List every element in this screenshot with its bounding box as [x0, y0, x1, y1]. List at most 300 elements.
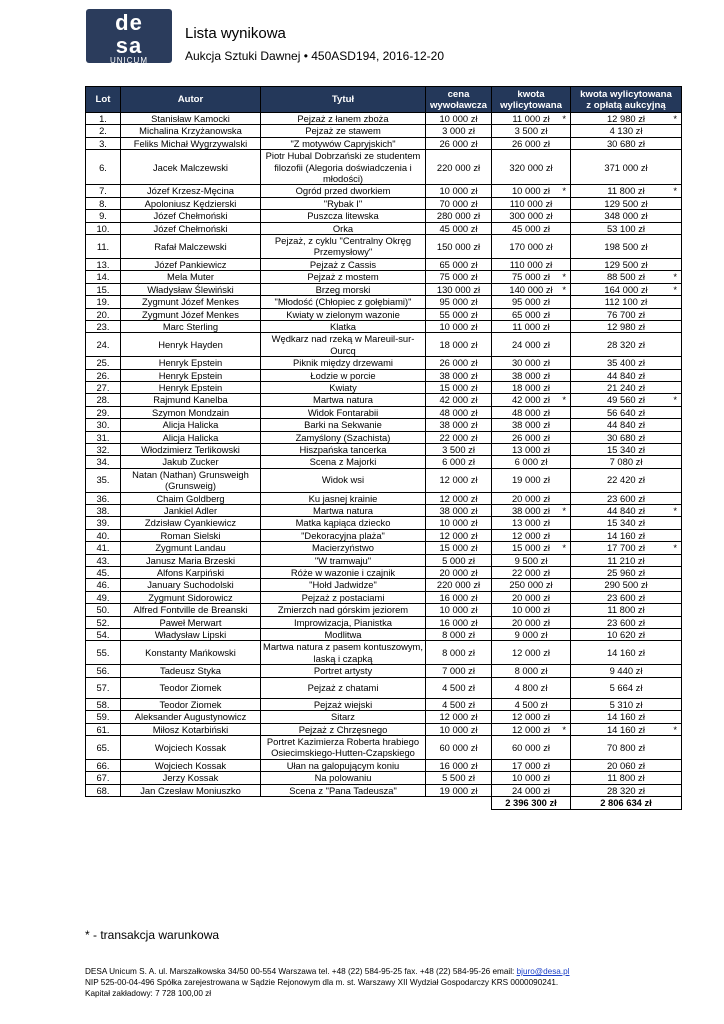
table-row	[86, 150, 682, 185]
lot-cell	[86, 369, 121, 381]
start-price-cell	[426, 222, 492, 234]
title-cell	[261, 283, 426, 295]
author-cell	[121, 185, 261, 197]
lot-cell-text: 3.	[99, 137, 107, 149]
lot-cell	[86, 381, 121, 393]
title-cell-text: Pejzaż z chatami	[307, 681, 379, 693]
title-cell	[261, 443, 426, 455]
col-header-lot: Lot	[86, 87, 121, 113]
title-cell	[261, 784, 426, 796]
premium-price-cell-text: 12 980 zł	[606, 320, 646, 332]
title-cell-text: Orka	[332, 222, 354, 234]
hammer-price-cell-text: 19 000 zł	[511, 474, 551, 486]
premium-price-cell-text: 15 340 zł	[606, 443, 646, 455]
lot-cell	[86, 579, 121, 591]
title-cell-text: Pejzaż, z cyklu "Centralny Okręg Przemysłowy"	[274, 235, 412, 258]
title-cell-text: Ku jasnej krainie	[308, 492, 378, 504]
lot-cell	[86, 235, 121, 259]
premium-price-cell	[571, 333, 682, 357]
author-cell-text: Alfons Karpiński	[156, 567, 225, 579]
hammer-price-cell	[492, 419, 571, 431]
table-row	[86, 665, 682, 677]
lot-cell	[86, 629, 121, 641]
title-cell-text: "W tramwaju"	[314, 554, 372, 566]
col-header-hammer-price: kwota wylicytowana	[492, 87, 571, 113]
premium-price-cell-text: 70 800 zł	[606, 741, 646, 753]
hammer-price-cell-text: 22 000 zł	[511, 567, 551, 579]
premium-price-cell	[571, 456, 682, 468]
start-price-cell-text: 130 000 zł	[436, 283, 481, 295]
lot-cell-text: 45.	[96, 567, 110, 579]
start-price-cell	[426, 235, 492, 259]
premium-price-cell	[571, 320, 682, 332]
start-price-cell-text: 7 000 zł	[442, 665, 475, 677]
start-price-cell-text: 60 000 zł	[439, 741, 478, 753]
lot-cell-text: 32.	[96, 443, 110, 455]
hammer-price-cell-text: 17 000 zł	[511, 759, 551, 771]
title-cell	[261, 369, 426, 381]
premium-price-cell	[571, 197, 682, 209]
premium-price-cell	[571, 296, 682, 308]
title-cell	[261, 271, 426, 283]
conditional-mark: *	[673, 723, 677, 735]
lot-cell-text: 25.	[96, 357, 110, 369]
author-cell	[121, 759, 261, 771]
hammer-price-cell-text: 20 000 zł	[511, 616, 551, 628]
author-cell	[121, 222, 261, 234]
premium-price-cell	[571, 258, 682, 270]
hammer-price-cell-text: 11 000 zł	[512, 320, 550, 332]
hammer-price-cell	[492, 784, 571, 796]
title-cell	[261, 235, 426, 259]
author-cell	[121, 333, 261, 357]
table-row	[86, 735, 682, 759]
start-price-cell-text: 42 000 zł	[439, 394, 478, 406]
title-cell-text: Scena z Majorki	[309, 456, 377, 468]
table-row	[86, 579, 682, 591]
title-cell	[261, 419, 426, 431]
title-cell-text: Ogród przed dworkiem	[295, 185, 391, 197]
lot-cell	[86, 456, 121, 468]
author-cell	[121, 296, 261, 308]
title-cell	[261, 759, 426, 771]
lot-cell-text: 29.	[96, 406, 110, 418]
hammer-price-cell-text: 4 800 zł	[514, 681, 548, 693]
hammer-price-cell	[492, 406, 571, 418]
footer	[85, 966, 570, 999]
title-cell	[261, 113, 426, 125]
premium-price-cell-text: 44 840 zł	[606, 369, 646, 381]
hammer-price-cell-text: 10 000 zł	[511, 772, 551, 784]
table-row	[86, 698, 682, 710]
table-row	[86, 381, 682, 393]
table-row	[86, 554, 682, 566]
table-row	[86, 210, 682, 222]
lot-cell-text: 8.	[99, 197, 107, 209]
hammer-price-cell	[492, 308, 571, 320]
author-cell-text: Alicja Halicka	[162, 419, 219, 431]
premium-price-cell	[571, 235, 682, 259]
legend-note: * - transakcja warunkowa	[85, 928, 220, 942]
author-cell	[121, 456, 261, 468]
lot-cell	[86, 125, 121, 137]
author-cell	[121, 283, 261, 295]
title-cell-text: Piknik między drzewami	[292, 357, 394, 369]
lot-cell	[86, 222, 121, 234]
title-cell-text: Ułan na galopującym koniu	[286, 759, 400, 771]
premium-price-cell	[571, 308, 682, 320]
table-row	[86, 456, 682, 468]
hammer-price-cell	[492, 271, 571, 283]
table-row	[86, 431, 682, 443]
table-row	[86, 258, 682, 270]
lot-cell	[86, 604, 121, 616]
title-cell-text: Widok wsi	[321, 474, 365, 486]
title-cell	[261, 772, 426, 784]
conditional-mark: *	[673, 185, 677, 197]
hammer-price-cell	[492, 456, 571, 468]
start-price-cell	[426, 772, 492, 784]
premium-price-cell-text: 198 500 zł	[604, 240, 648, 252]
title-cell	[261, 357, 426, 369]
start-price-cell-text: 16 000 zł	[439, 759, 478, 771]
lot-cell-text: 38.	[96, 505, 110, 516]
author-cell	[121, 419, 261, 431]
start-price-cell	[426, 604, 492, 616]
start-price-cell	[426, 308, 492, 320]
hammer-price-cell	[492, 567, 571, 579]
start-price-cell-text: 15 000 zł	[439, 542, 478, 554]
lot-cell	[86, 185, 121, 197]
hammer-price-cell-text: 320 000 zł	[509, 161, 553, 173]
title-cell	[261, 258, 426, 270]
premium-price-cell	[571, 641, 682, 665]
title-cell-text: "Dekoracyjna plaża"	[301, 529, 385, 541]
table-row	[86, 357, 682, 369]
start-price-cell	[426, 468, 492, 492]
premium-price-cell-text: 21 240 zł	[606, 381, 646, 393]
start-price-cell	[426, 150, 492, 185]
lot-cell-text: 57.	[96, 681, 110, 693]
title-cell	[261, 197, 426, 209]
title-cell	[261, 665, 426, 677]
lot-cell-text: 23.	[96, 320, 110, 332]
author-cell-text: Jan Czesław Moniuszko	[140, 784, 241, 796]
lot-cell-text: 30.	[96, 419, 110, 431]
table-row	[86, 759, 682, 771]
table-row	[86, 185, 682, 197]
premium-price-cell-text: 10 620 zł	[606, 629, 646, 641]
lot-cell	[86, 723, 121, 735]
premium-price-cell-text: 5 310 zł	[609, 698, 643, 710]
title-cell-text: Pejzaż z mostem	[307, 271, 379, 283]
footer-line-1	[85, 966, 570, 977]
start-price-cell	[426, 759, 492, 771]
start-price-cell-text: 38 000 zł	[439, 505, 478, 516]
hammer-price-cell	[492, 517, 571, 529]
hammer-price-cell-text: 38 000 zł	[511, 505, 551, 516]
start-price-cell-text: 26 000 zł	[439, 357, 478, 369]
start-price-cell	[426, 185, 492, 197]
conditional-mark: *	[562, 113, 566, 124]
author-cell-text: Henryk Epstein	[158, 369, 223, 381]
title-cell-text: Improwizacja, Pianistka	[294, 616, 392, 628]
title-cell	[261, 222, 426, 234]
hammer-price-cell	[492, 283, 571, 295]
premium-price-cell-text: 49 560 zł	[606, 394, 646, 406]
lot-cell	[86, 492, 121, 504]
author-cell-text: Szymon Mondzain	[151, 406, 230, 418]
hammer-price-cell-text: 300 000 zł	[509, 210, 553, 222]
table-row	[86, 641, 682, 665]
start-price-cell	[426, 711, 492, 723]
title-cell	[261, 210, 426, 222]
hammer-price-cell	[492, 137, 571, 149]
author-cell-text: Stanisław Kamocki	[151, 113, 230, 124]
title-cell	[261, 381, 426, 393]
hammer-price-cell	[492, 394, 571, 406]
author-cell-text: Wojciech Kossak	[154, 759, 227, 771]
lot-cell	[86, 258, 121, 270]
start-price-cell	[426, 283, 492, 295]
title-cell-text: Łodzie w porcie	[310, 369, 376, 381]
start-price-cell	[426, 456, 492, 468]
lot-cell	[86, 529, 121, 541]
hammer-price-cell-text: 12 000 zł	[511, 647, 551, 659]
author-cell-text: Władysław Ślewiński	[147, 283, 234, 295]
hammer-price-cell	[492, 554, 571, 566]
hammer-price-cell	[492, 759, 571, 771]
author-cell-text: Jankiel Adler	[163, 505, 218, 516]
hammer-price-cell	[492, 431, 571, 443]
hammer-price-cell	[492, 443, 571, 455]
author-cell-text: Jerzy Kossak	[162, 772, 219, 784]
premium-price-cell	[571, 591, 682, 603]
premium-price-cell-text: 28 320 zł	[606, 784, 646, 796]
conditional-mark: *	[673, 283, 677, 295]
title-cell-text: Pejzaż z Cassis	[309, 258, 377, 270]
start-price-cell-text: 18 000 zł	[439, 339, 478, 351]
premium-price-cell	[571, 283, 682, 295]
author-cell-text: Paweł Merwart	[159, 616, 222, 628]
hammer-price-cell	[492, 772, 571, 784]
hammer-price-cell	[492, 210, 571, 222]
table-row	[86, 604, 682, 616]
title-cell	[261, 308, 426, 320]
author-cell-text: Janusz Maria Brzeski	[145, 554, 236, 566]
table-row	[86, 320, 682, 332]
hammer-price-cell-text: 26 000 zł	[511, 137, 551, 149]
author-cell	[121, 150, 261, 185]
author-cell-text: Zygmunt Józef Menkes	[142, 308, 239, 320]
totals-row	[86, 796, 682, 809]
premium-price-cell	[571, 406, 682, 418]
premium-price-cell-text: 5 664 zł	[609, 681, 643, 693]
hammer-price-cell	[492, 296, 571, 308]
table-header-row	[86, 87, 682, 113]
start-price-cell	[426, 394, 492, 406]
premium-price-cell	[571, 492, 682, 504]
author-cell-text: Józef Chełmoński	[153, 222, 228, 234]
lot-cell-text: 13.	[96, 258, 110, 270]
hammer-price-cell-text: 65 000 zł	[511, 308, 551, 320]
lot-cell-text: 56.	[96, 665, 110, 677]
title-cell-text: Puszcza litewska	[307, 210, 379, 222]
author-cell	[121, 554, 261, 566]
title-cell-text: Martwa natura z pasem kontuszowym, laską i czapką	[263, 641, 423, 664]
start-price-cell	[426, 443, 492, 455]
lot-cell	[86, 308, 121, 320]
conditional-mark: *	[562, 505, 566, 516]
table-row	[86, 113, 682, 125]
title-cell-text: Pejzaż z postaciami	[301, 591, 385, 603]
hammer-price-cell-text: 8 000 zł	[514, 665, 548, 677]
lot-cell-text: 34.	[96, 456, 110, 468]
author-cell-text: Miłosz Kotarbiński	[152, 723, 229, 735]
author-cell	[121, 381, 261, 393]
col-header-author: Autor	[121, 87, 261, 113]
title-cell	[261, 125, 426, 137]
start-price-cell	[426, 197, 492, 209]
table-row	[86, 394, 682, 406]
start-price-cell	[426, 517, 492, 529]
premium-price-cell-text: 348 000 zł	[604, 210, 648, 222]
logo-subtext: UNICUM	[110, 56, 148, 65]
author-cell-text: Henryk Epstein	[158, 381, 223, 393]
start-price-cell-text: 220 000 zł	[436, 579, 481, 591]
premium-price-cell	[571, 579, 682, 591]
premium-price-cell-text: 88 500 zł	[606, 271, 646, 283]
start-price-cell	[426, 665, 492, 677]
lot-cell	[86, 567, 121, 579]
premium-price-cell	[571, 468, 682, 492]
start-price-cell-text: 65 000 zł	[439, 258, 478, 270]
title-cell-text: Pejzaż wiejski	[313, 698, 373, 710]
hammer-price-cell	[492, 197, 571, 209]
lot-cell	[86, 591, 121, 603]
title-cell	[261, 517, 426, 529]
title-cell-text: Zamyślony (Szachista)	[295, 431, 391, 443]
title-cell-text: Kwiaty	[329, 381, 357, 393]
premium-price-cell-text: 164 000 zł	[604, 283, 648, 295]
hammer-price-cell	[492, 113, 571, 125]
start-price-cell-text: 15 000 zł	[439, 381, 478, 393]
hammer-price-cell-text: 10 000 zł	[511, 604, 551, 616]
hammer-price-cell-text: 110 000 zł	[509, 197, 553, 209]
title-cell	[261, 320, 426, 332]
lot-cell	[86, 616, 121, 628]
footer-line-2: NIP 525-00-04-496 Spółka zarejestrowana w Sądzie Rejonowym dla m. st. Warszawy XII Wydział Gospodarczy KRS 0000090241.	[85, 978, 559, 987]
premium-price-cell	[571, 369, 682, 381]
hammer-price-cell-text: 24 000 zł	[511, 339, 551, 351]
conditional-mark: *	[562, 394, 566, 406]
premium-price-cell-text: 112 100 zł	[604, 296, 648, 308]
hammer-price-cell	[492, 357, 571, 369]
title-cell-text: Kwiaty w zielonym wazonie	[286, 308, 400, 320]
premium-price-cell-text: 23 600 zł	[606, 616, 646, 628]
author-cell	[121, 258, 261, 270]
start-price-cell-text: 75 000 zł	[439, 271, 478, 283]
start-price-cell-text: 38 000 zł	[439, 369, 478, 381]
lot-cell-text: 59.	[96, 711, 110, 723]
author-cell	[121, 629, 261, 641]
table-row	[86, 222, 682, 234]
desa-unicum-logo	[86, 9, 172, 63]
author-cell	[121, 665, 261, 677]
hammer-price-cell	[492, 641, 571, 665]
start-price-cell-text: 10 000 zł	[439, 113, 478, 124]
lot-cell-text: 24.	[96, 339, 110, 351]
lot-cell-text: 52.	[96, 616, 110, 628]
col-header-start-price: cena wywoławcza	[426, 87, 492, 113]
footer-email-link[interactable]: bjuro@desa.pl	[516, 967, 570, 976]
hammer-price-cell-text: 12 000 zł	[511, 529, 551, 541]
title-cell	[261, 591, 426, 603]
table-row	[86, 406, 682, 418]
premium-price-cell-text: 9 440 zł	[609, 665, 643, 677]
hammer-price-cell-text: 60 000 zł	[511, 741, 551, 753]
table-row	[86, 723, 682, 735]
start-price-cell-text: 16 000 zł	[439, 616, 478, 628]
conditional-mark: *	[562, 723, 566, 735]
premium-price-cell-text: 15 340 zł	[606, 517, 646, 529]
title-cell-text: Scena z "Pana Tadeusza"	[289, 784, 397, 796]
premium-price-cell	[571, 629, 682, 641]
hammer-price-cell-text: 30 000 zł	[511, 357, 551, 369]
author-cell-text: Roman Sielski	[160, 529, 221, 541]
premium-price-cell-text: 11 800 zł	[607, 772, 645, 784]
author-cell	[121, 308, 261, 320]
start-price-cell-text: 12 000 zł	[439, 529, 478, 541]
logo-mark-line2: sa	[115, 33, 143, 58]
table-row	[86, 333, 682, 357]
author-cell	[121, 369, 261, 381]
lot-cell	[86, 468, 121, 492]
start-price-cell	[426, 137, 492, 149]
lot-cell	[86, 357, 121, 369]
premium-price-cell	[571, 711, 682, 723]
author-cell	[121, 735, 261, 759]
lot-cell-text: 39.	[96, 517, 110, 529]
premium-price-cell	[571, 431, 682, 443]
premium-price-cell	[571, 759, 682, 771]
lot-cell	[86, 784, 121, 796]
premium-price-cell	[571, 271, 682, 283]
author-cell	[121, 443, 261, 455]
table-row	[86, 125, 682, 137]
lot-cell-text: 58.	[96, 698, 110, 710]
table-row	[86, 629, 682, 641]
premium-price-cell-text: 7 080 zł	[609, 456, 643, 468]
author-cell	[121, 517, 261, 529]
lot-cell-text: 2.	[99, 125, 107, 137]
premium-price-cell	[571, 772, 682, 784]
title-cell	[261, 468, 426, 492]
title-cell	[261, 505, 426, 517]
premium-price-cell-text: 129 500 zł	[604, 258, 648, 270]
start-price-cell	[426, 210, 492, 222]
lot-cell	[86, 197, 121, 209]
premium-price-cell-text: 14 160 zł	[606, 711, 646, 723]
hammer-price-cell	[492, 235, 571, 259]
start-price-cell-text: 12 000 zł	[439, 711, 478, 723]
premium-price-cell	[571, 723, 682, 735]
premium-price-cell-text: 11 800 zł	[607, 604, 645, 616]
author-cell-text: Józef Chełmoński	[153, 210, 228, 222]
table-row	[86, 529, 682, 541]
start-price-cell	[426, 113, 492, 125]
premium-price-cell-text: 14 160 zł	[606, 723, 646, 735]
